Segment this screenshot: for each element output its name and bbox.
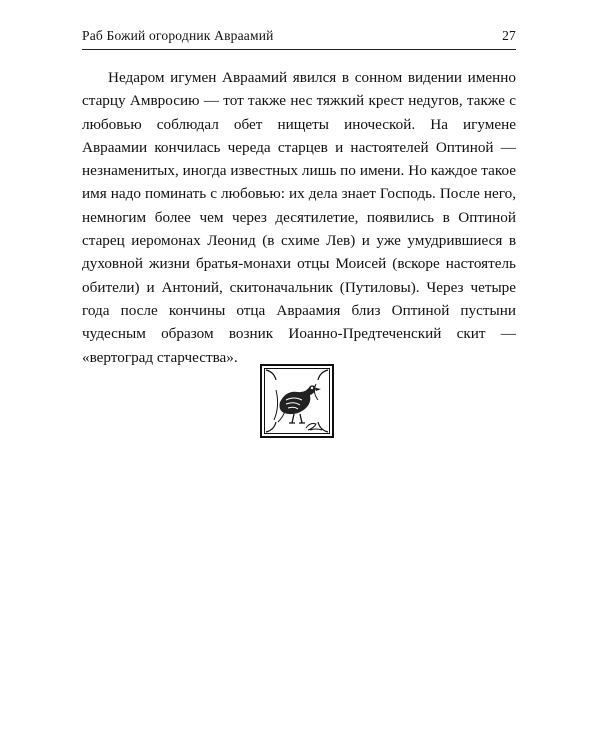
page-number: 27 xyxy=(502,28,516,43)
header-rule xyxy=(82,49,516,50)
bird-vignette-icon xyxy=(260,364,334,438)
running-header xyxy=(82,28,516,44)
running-title: Раб Божий огородник Авраамий xyxy=(82,28,274,43)
body-paragraph: Недаром игумен Авраамий явился в сонном видении именно старцу Амвросию — тот также нес тяжкий крест недугов, также с любовью соблюдал обет нищеты иноческой. На игумене Авраамии кончилась череда старцев и настоятелей Оптиной — незнаменитых, иногда известных лишь по имени. Но каждое такое имя надо поминать с любовью: их дела знает Господь. После него, немногим более чем через десятилетие, появились в Оптиной старец иеромонах Леонид (в схиме Лев) и уже умудрившиеся в духовной жизни братья-монахи отцы Моисей (вскоре настоятель обители) и Антоний, скитоначальник (Путиловы). Через четыре года после кончины отца Авраамия близ Оптиной пустыни чудесным образом возник Иоанно-Предтеченский скит — «вертоград старчества». xyxy=(82,69,516,366)
